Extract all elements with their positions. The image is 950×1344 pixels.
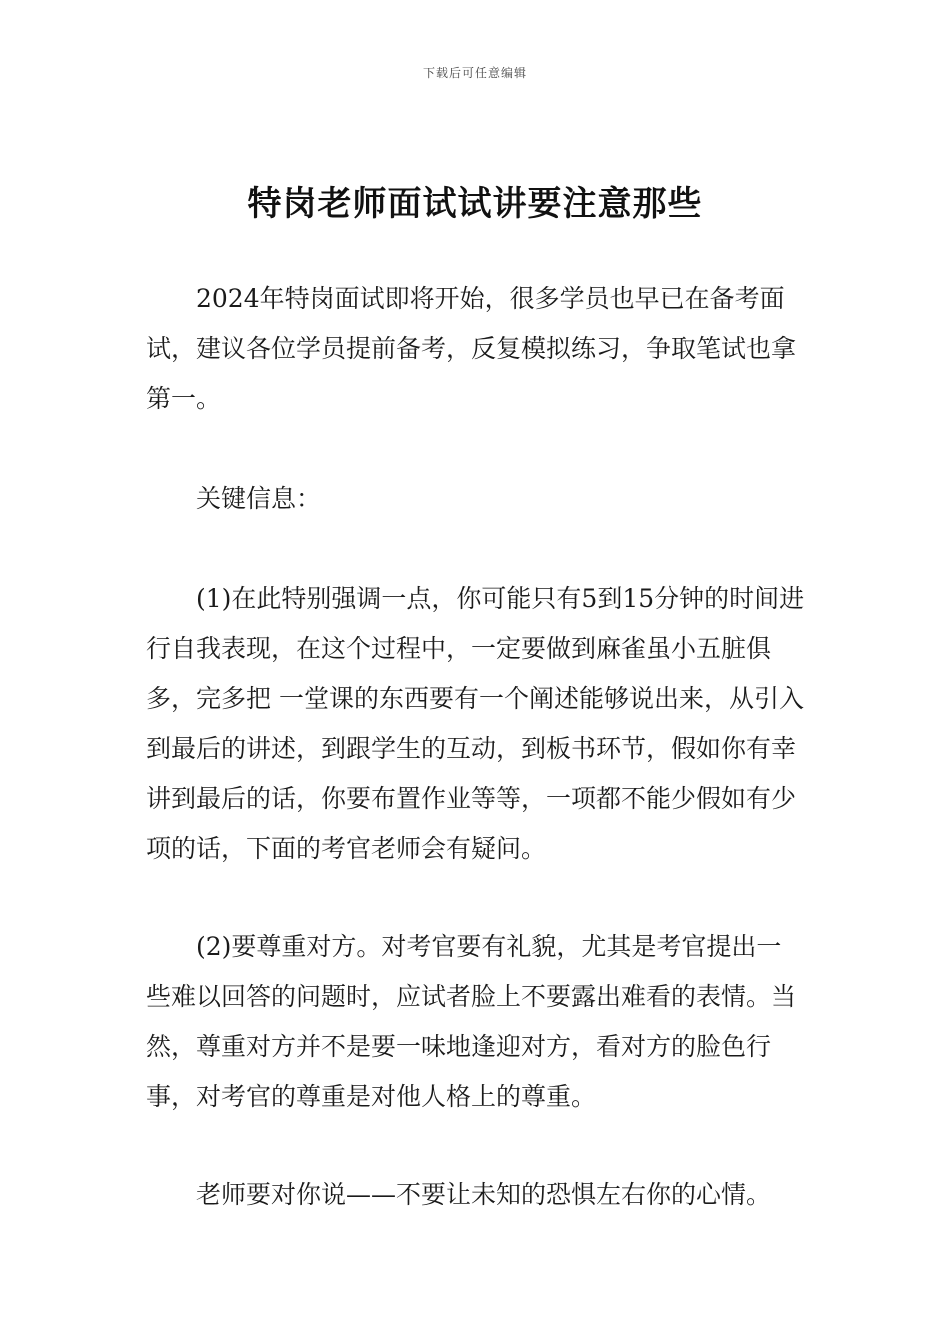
header-note: 下载后可任意编辑 — [422, 66, 527, 80]
paragraph-key-info-heading: 关键信息： — [196, 484, 322, 513]
paragraph-point-1: (1)在此特别强调一点，你可能只有5到15分钟的时间进行自我表现，在这个过程中，一定要做到麻雀虽小五脏俱多，完多把 一堂课的东西要有一个阐述能够说出来，从引入到最后的讲述，到跟学生的互动，到板书环节，假如你有幸讲到最后的话，你要布置作业等等，一项都不能少假如有少项的话，下面的考官老师会有疑问。 — [146, 584, 805, 863]
paragraph-intro: 2024年特岗面试即将开始，很多学员也早已在备考面试，建议各位学员提前备考，反复模拟练习，争取笔试也拿第一。 — [146, 284, 797, 413]
paragraph-point-2: (2)要尊重对方。对考官要有礼貌，尤其是考官提出一些难以回答的问题时，应试者脸上不要露出难看的表情。当然，尊重对方并不是要一味地逢迎对方，看对方的脸色行事，对考官的尊重是对他人格上的尊重。 — [146, 932, 797, 1111]
paragraph-closing: 老师要对你说——不要让未知的恐惧左右你的心情。 — [196, 1180, 772, 1209]
document-title: 特岗老师面试试讲要注意那些 — [247, 184, 703, 224]
